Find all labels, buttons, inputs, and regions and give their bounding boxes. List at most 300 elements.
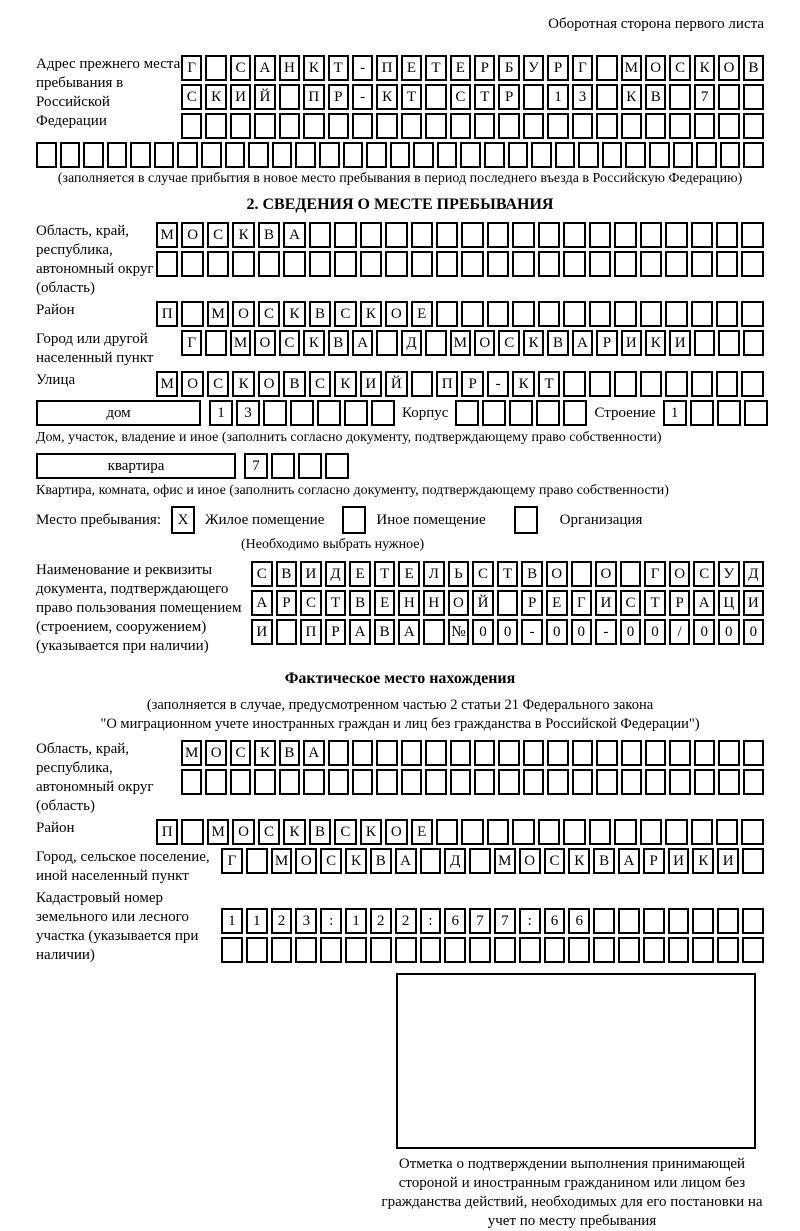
- char-cell[interactable]: [508, 142, 529, 168]
- char-cell[interactable]: [614, 251, 636, 277]
- char-cell[interactable]: Ц: [718, 590, 740, 616]
- char-cell[interactable]: [298, 453, 322, 479]
- char-cell[interactable]: М: [621, 55, 642, 81]
- char-cell[interactable]: [246, 848, 268, 874]
- char-cell[interactable]: О: [474, 330, 495, 356]
- char-cell[interactable]: Й: [385, 371, 407, 397]
- char-cell[interactable]: :: [320, 908, 342, 934]
- char-cell[interactable]: А: [572, 330, 593, 356]
- char-cell[interactable]: [668, 937, 690, 963]
- char-cell[interactable]: В: [374, 619, 396, 645]
- char-cell[interactable]: [512, 819, 534, 845]
- char-cell[interactable]: [741, 819, 763, 845]
- char-cell[interactable]: [620, 561, 642, 587]
- char-cell[interactable]: [225, 142, 246, 168]
- char-cell[interactable]: 1: [246, 908, 268, 934]
- char-cell[interactable]: 2: [370, 908, 392, 934]
- char-cell[interactable]: С: [498, 330, 519, 356]
- char-cell[interactable]: О: [448, 590, 470, 616]
- char-cell[interactable]: У: [523, 55, 544, 81]
- char-cell[interactable]: С: [620, 590, 642, 616]
- char-cell[interactable]: [563, 371, 585, 397]
- char-cell[interactable]: [319, 142, 340, 168]
- char-cell[interactable]: [390, 142, 411, 168]
- char-cell[interactable]: [614, 819, 636, 845]
- char-cell[interactable]: [413, 142, 434, 168]
- char-cell[interactable]: В: [309, 819, 331, 845]
- char-cell[interactable]: [741, 222, 763, 248]
- char-cell[interactable]: С: [472, 561, 494, 587]
- char-cell[interactable]: 6: [544, 908, 566, 934]
- char-cell[interactable]: [437, 142, 458, 168]
- char-cell[interactable]: [461, 301, 483, 327]
- char-cell[interactable]: [345, 937, 367, 963]
- char-cell[interactable]: Е: [349, 561, 371, 587]
- char-cell[interactable]: 2: [271, 908, 293, 934]
- char-cell[interactable]: [376, 769, 397, 795]
- char-cell[interactable]: Т: [401, 84, 422, 110]
- checkbox-zhiloe[interactable]: X: [171, 506, 195, 534]
- char-cell[interactable]: [718, 113, 739, 139]
- char-cell[interactable]: -: [487, 371, 509, 397]
- char-cell[interactable]: [401, 113, 422, 139]
- char-cell[interactable]: А: [398, 619, 420, 645]
- char-cell[interactable]: [498, 113, 519, 139]
- char-cell[interactable]: [743, 84, 764, 110]
- char-cell[interactable]: [665, 819, 687, 845]
- char-cell[interactable]: А: [693, 590, 715, 616]
- char-cell[interactable]: Т: [328, 55, 349, 81]
- char-cell[interactable]: [743, 113, 764, 139]
- char-cell[interactable]: 0: [497, 619, 519, 645]
- char-cell[interactable]: [742, 848, 764, 874]
- char-cell[interactable]: Г: [571, 590, 593, 616]
- char-cell[interactable]: [572, 769, 593, 795]
- char-cell[interactable]: 7: [694, 84, 715, 110]
- char-cell[interactable]: С: [181, 84, 202, 110]
- char-cell[interactable]: [669, 84, 690, 110]
- char-cell[interactable]: К: [345, 848, 367, 874]
- char-cell[interactable]: Е: [411, 819, 433, 845]
- char-cell[interactable]: Д: [743, 561, 765, 587]
- char-cell[interactable]: А: [283, 222, 305, 248]
- char-cell[interactable]: К: [303, 330, 324, 356]
- char-cell[interactable]: М: [450, 330, 471, 356]
- char-cell[interactable]: [643, 937, 665, 963]
- char-cell[interactable]: О: [181, 222, 203, 248]
- char-cell[interactable]: [694, 769, 715, 795]
- char-cell[interactable]: [411, 222, 433, 248]
- char-cell[interactable]: [512, 301, 534, 327]
- char-cell[interactable]: [640, 222, 662, 248]
- char-cell[interactable]: [494, 937, 516, 963]
- char-cell[interactable]: [614, 301, 636, 327]
- char-cell[interactable]: [371, 400, 395, 426]
- char-cell[interactable]: [509, 400, 533, 426]
- char-cell[interactable]: [568, 937, 590, 963]
- char-cell[interactable]: [460, 142, 481, 168]
- char-cell[interactable]: [303, 769, 324, 795]
- char-cell[interactable]: [156, 251, 178, 277]
- char-cell[interactable]: [498, 769, 519, 795]
- char-cell[interactable]: [555, 142, 576, 168]
- char-cell[interactable]: [589, 222, 611, 248]
- char-cell[interactable]: [205, 330, 226, 356]
- char-cell[interactable]: К: [334, 371, 356, 397]
- char-cell[interactable]: Г: [572, 55, 593, 81]
- char-cell[interactable]: Е: [401, 55, 422, 81]
- char-cell[interactable]: [716, 371, 738, 397]
- char-cell[interactable]: У: [718, 561, 740, 587]
- char-cell[interactable]: [625, 142, 646, 168]
- char-cell[interactable]: [578, 142, 599, 168]
- char-cell[interactable]: [425, 769, 446, 795]
- char-cell[interactable]: [718, 740, 739, 766]
- char-cell[interactable]: Р: [547, 55, 568, 81]
- char-cell[interactable]: О: [232, 301, 254, 327]
- char-cell[interactable]: Р: [276, 590, 298, 616]
- char-cell[interactable]: [205, 55, 226, 81]
- char-cell[interactable]: С: [450, 84, 471, 110]
- char-cell[interactable]: [692, 908, 714, 934]
- char-cell[interactable]: [455, 400, 479, 426]
- char-cell[interactable]: [295, 937, 317, 963]
- char-cell[interactable]: [717, 908, 739, 934]
- char-cell[interactable]: 6: [444, 908, 466, 934]
- char-cell[interactable]: А: [395, 848, 417, 874]
- char-cell[interactable]: С: [693, 561, 715, 587]
- char-cell[interactable]: С: [207, 371, 229, 397]
- dom-box[interactable]: дом: [36, 400, 201, 426]
- char-cell[interactable]: [523, 740, 544, 766]
- char-cell[interactable]: [425, 113, 446, 139]
- char-cell[interactable]: [640, 819, 662, 845]
- char-cell[interactable]: [83, 142, 104, 168]
- char-cell[interactable]: [691, 371, 713, 397]
- char-cell[interactable]: К: [283, 301, 305, 327]
- char-cell[interactable]: [205, 769, 226, 795]
- char-cell[interactable]: [716, 222, 738, 248]
- char-cell[interactable]: Г: [181, 330, 202, 356]
- char-cell[interactable]: 0: [571, 619, 593, 645]
- char-cell[interactable]: [271, 937, 293, 963]
- char-cell[interactable]: Р: [669, 590, 691, 616]
- char-cell[interactable]: [487, 819, 509, 845]
- char-cell[interactable]: Ь: [448, 561, 470, 587]
- char-cell[interactable]: О: [669, 561, 691, 587]
- char-cell[interactable]: В: [593, 848, 615, 874]
- char-cell[interactable]: [563, 819, 585, 845]
- char-cell[interactable]: [614, 371, 636, 397]
- char-cell[interactable]: [665, 222, 687, 248]
- char-cell[interactable]: [716, 301, 738, 327]
- kvartira-box[interactable]: квартира: [36, 453, 236, 479]
- char-cell[interactable]: 7: [244, 453, 268, 479]
- char-cell[interactable]: В: [279, 740, 300, 766]
- char-cell[interactable]: В: [521, 561, 543, 587]
- char-cell[interactable]: [649, 142, 670, 168]
- char-cell[interactable]: [596, 769, 617, 795]
- char-cell[interactable]: [36, 142, 57, 168]
- char-cell[interactable]: [425, 84, 446, 110]
- char-cell[interactable]: [563, 251, 585, 277]
- char-cell[interactable]: [474, 113, 495, 139]
- char-cell[interactable]: Т: [374, 561, 396, 587]
- char-cell[interactable]: [271, 453, 295, 479]
- char-cell[interactable]: [450, 113, 471, 139]
- char-cell[interactable]: К: [205, 84, 226, 110]
- char-cell[interactable]: П: [156, 819, 178, 845]
- char-cell[interactable]: Т: [497, 561, 519, 587]
- char-cell[interactable]: В: [349, 590, 371, 616]
- char-cell[interactable]: Д: [325, 561, 347, 587]
- char-cell[interactable]: [694, 113, 715, 139]
- char-cell[interactable]: [741, 371, 763, 397]
- char-cell[interactable]: [640, 301, 662, 327]
- char-cell[interactable]: [461, 251, 483, 277]
- char-cell[interactable]: [436, 251, 458, 277]
- char-cell[interactable]: В: [328, 330, 349, 356]
- char-cell[interactable]: О: [295, 848, 317, 874]
- char-cell[interactable]: А: [349, 619, 371, 645]
- char-cell[interactable]: Е: [398, 561, 420, 587]
- char-cell[interactable]: [279, 84, 300, 110]
- char-cell[interactable]: [474, 769, 495, 795]
- char-cell[interactable]: 7: [469, 908, 491, 934]
- char-cell[interactable]: [221, 937, 243, 963]
- char-cell[interactable]: И: [595, 590, 617, 616]
- char-cell[interactable]: [461, 222, 483, 248]
- char-cell[interactable]: [290, 400, 314, 426]
- char-cell[interactable]: [376, 740, 397, 766]
- char-cell[interactable]: -: [521, 619, 543, 645]
- char-cell[interactable]: [621, 113, 642, 139]
- char-cell[interactable]: [352, 769, 373, 795]
- char-cell[interactable]: [107, 142, 128, 168]
- char-cell[interactable]: В: [743, 55, 764, 81]
- char-cell[interactable]: [343, 142, 364, 168]
- char-cell[interactable]: А: [352, 330, 373, 356]
- char-cell[interactable]: [385, 222, 407, 248]
- char-cell[interactable]: [232, 251, 254, 277]
- char-cell[interactable]: [618, 937, 640, 963]
- char-cell[interactable]: С: [258, 819, 280, 845]
- char-cell[interactable]: К: [283, 819, 305, 845]
- char-cell[interactable]: [618, 908, 640, 934]
- char-cell[interactable]: М: [207, 301, 229, 327]
- char-cell[interactable]: [694, 330, 715, 356]
- char-cell[interactable]: [523, 113, 544, 139]
- char-cell[interactable]: [519, 937, 541, 963]
- char-cell[interactable]: [547, 113, 568, 139]
- char-cell[interactable]: К: [303, 55, 324, 81]
- char-cell[interactable]: [181, 113, 202, 139]
- char-cell[interactable]: [309, 222, 331, 248]
- char-cell[interactable]: [360, 222, 382, 248]
- char-cell[interactable]: [718, 84, 739, 110]
- char-cell[interactable]: [538, 819, 560, 845]
- char-cell[interactable]: С: [230, 55, 251, 81]
- char-cell[interactable]: М: [181, 740, 202, 766]
- char-cell[interactable]: [401, 769, 422, 795]
- char-cell[interactable]: [669, 740, 690, 766]
- char-cell[interactable]: [523, 769, 544, 795]
- char-cell[interactable]: :: [420, 908, 442, 934]
- char-cell[interactable]: [484, 142, 505, 168]
- char-cell[interactable]: [60, 142, 81, 168]
- char-cell[interactable]: [303, 113, 324, 139]
- char-cell[interactable]: [334, 251, 356, 277]
- char-cell[interactable]: К: [621, 84, 642, 110]
- char-cell[interactable]: Р: [461, 371, 483, 397]
- char-cell[interactable]: Е: [411, 301, 433, 327]
- char-cell[interactable]: 3: [295, 908, 317, 934]
- char-cell[interactable]: [487, 251, 509, 277]
- char-cell[interactable]: 6: [568, 908, 590, 934]
- char-cell[interactable]: [643, 908, 665, 934]
- char-cell[interactable]: [691, 251, 713, 277]
- char-cell[interactable]: [181, 301, 203, 327]
- char-cell[interactable]: [482, 400, 506, 426]
- char-cell[interactable]: Р: [474, 55, 495, 81]
- char-cell[interactable]: [621, 740, 642, 766]
- char-cell[interactable]: [523, 84, 544, 110]
- char-cell[interactable]: [276, 619, 298, 645]
- char-cell[interactable]: [645, 740, 666, 766]
- char-cell[interactable]: [283, 251, 305, 277]
- char-cell[interactable]: [741, 251, 763, 277]
- char-cell[interactable]: [640, 371, 662, 397]
- char-cell[interactable]: [450, 740, 471, 766]
- char-cell[interactable]: [436, 301, 458, 327]
- char-cell[interactable]: С: [207, 222, 229, 248]
- char-cell[interactable]: В: [370, 848, 392, 874]
- char-cell[interactable]: [691, 222, 713, 248]
- char-cell[interactable]: 3: [236, 400, 260, 426]
- char-cell[interactable]: Р: [521, 590, 543, 616]
- char-cell[interactable]: 0: [620, 619, 642, 645]
- char-cell[interactable]: [272, 142, 293, 168]
- char-cell[interactable]: М: [271, 848, 293, 874]
- char-cell[interactable]: 1: [547, 84, 568, 110]
- char-cell[interactable]: [366, 142, 387, 168]
- char-cell[interactable]: 0: [743, 619, 765, 645]
- char-cell[interactable]: К: [232, 371, 254, 397]
- char-cell[interactable]: [201, 142, 222, 168]
- char-cell[interactable]: [411, 251, 433, 277]
- char-cell[interactable]: С: [334, 819, 356, 845]
- char-cell[interactable]: О: [181, 371, 203, 397]
- char-cell[interactable]: [130, 142, 151, 168]
- char-cell[interactable]: Н: [279, 55, 300, 81]
- char-cell[interactable]: [593, 937, 615, 963]
- char-cell[interactable]: [181, 251, 203, 277]
- char-cell[interactable]: С: [258, 301, 280, 327]
- char-cell[interactable]: [254, 769, 275, 795]
- char-cell[interactable]: О: [385, 819, 407, 845]
- char-cell[interactable]: [538, 251, 560, 277]
- char-cell[interactable]: [370, 937, 392, 963]
- char-cell[interactable]: [258, 251, 280, 277]
- char-cell[interactable]: [320, 937, 342, 963]
- char-cell[interactable]: [547, 740, 568, 766]
- char-cell[interactable]: [692, 937, 714, 963]
- char-cell[interactable]: Б: [498, 55, 519, 81]
- char-cell[interactable]: И: [669, 330, 690, 356]
- char-cell[interactable]: [691, 301, 713, 327]
- char-cell[interactable]: [411, 371, 433, 397]
- char-cell[interactable]: К: [376, 84, 397, 110]
- char-cell[interactable]: [640, 251, 662, 277]
- char-cell[interactable]: [717, 937, 739, 963]
- char-cell[interactable]: [487, 301, 509, 327]
- char-cell[interactable]: [589, 371, 611, 397]
- char-cell[interactable]: [328, 769, 349, 795]
- char-cell[interactable]: [668, 908, 690, 934]
- char-cell[interactable]: К: [360, 301, 382, 327]
- char-cell[interactable]: О: [385, 301, 407, 327]
- char-cell[interactable]: -: [352, 84, 373, 110]
- char-cell[interactable]: [718, 769, 739, 795]
- char-cell[interactable]: [596, 55, 617, 81]
- char-cell[interactable]: [279, 113, 300, 139]
- char-cell[interactable]: П: [303, 84, 324, 110]
- char-cell[interactable]: -: [352, 55, 373, 81]
- char-cell[interactable]: [589, 819, 611, 845]
- char-cell[interactable]: [450, 769, 471, 795]
- char-cell[interactable]: [743, 330, 764, 356]
- char-cell[interactable]: [420, 937, 442, 963]
- char-cell[interactable]: [474, 740, 495, 766]
- char-cell[interactable]: [593, 908, 615, 934]
- char-cell[interactable]: И: [360, 371, 382, 397]
- char-cell[interactable]: [328, 740, 349, 766]
- char-cell[interactable]: [563, 301, 585, 327]
- char-cell[interactable]: [716, 819, 738, 845]
- char-cell[interactable]: В: [309, 301, 331, 327]
- char-cell[interactable]: [589, 301, 611, 327]
- char-cell[interactable]: [181, 769, 202, 795]
- char-cell[interactable]: [589, 251, 611, 277]
- char-cell[interactable]: И: [717, 848, 739, 874]
- char-cell[interactable]: [596, 84, 617, 110]
- char-cell[interactable]: [279, 769, 300, 795]
- char-cell[interactable]: [263, 400, 287, 426]
- char-cell[interactable]: А: [618, 848, 640, 874]
- char-cell[interactable]: Р: [328, 84, 349, 110]
- char-cell[interactable]: [325, 453, 349, 479]
- char-cell[interactable]: М: [494, 848, 516, 874]
- char-cell[interactable]: [498, 740, 519, 766]
- char-cell[interactable]: Р: [643, 848, 665, 874]
- char-cell[interactable]: [497, 590, 519, 616]
- char-cell[interactable]: С: [334, 301, 356, 327]
- char-cell[interactable]: [669, 769, 690, 795]
- char-cell[interactable]: [469, 937, 491, 963]
- char-cell[interactable]: [512, 251, 534, 277]
- char-cell[interactable]: А: [303, 740, 324, 766]
- char-cell[interactable]: Т: [538, 371, 560, 397]
- char-cell[interactable]: Г: [221, 848, 243, 874]
- char-cell[interactable]: [596, 113, 617, 139]
- char-cell[interactable]: [572, 740, 593, 766]
- char-cell[interactable]: [385, 251, 407, 277]
- char-cell[interactable]: [376, 330, 397, 356]
- char-cell[interactable]: [743, 769, 764, 795]
- char-cell[interactable]: [469, 848, 491, 874]
- char-cell[interactable]: В: [258, 222, 280, 248]
- char-cell[interactable]: К: [254, 740, 275, 766]
